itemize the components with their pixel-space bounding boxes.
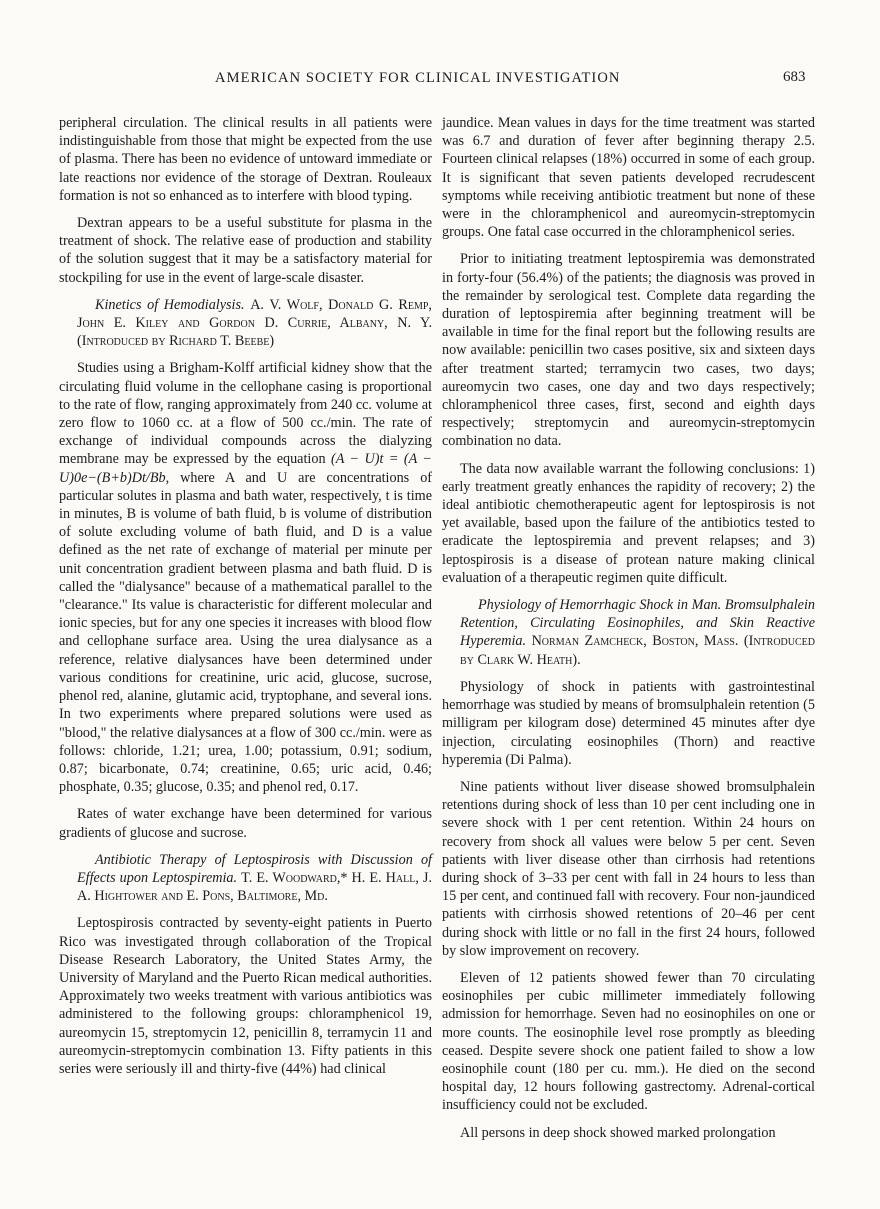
article-title: Kinetics of Hemodialysis. [95,296,245,313]
paragraph: Eleven of 12 patients showed fewer than 70 circulating eosinophiles per cubic millimeter immediately following admission for hemorrhage. Seven had no eosinophiles on one or more counts. The eosinophile level rose promptly as bleeding ceased. Despite severe shock one patient failed to show a low eosinophile count (180 per cu. mm.). He died on the second hospital day, 12 hours following gastrectomy. Adrenal-cortical insufficiency could not be excluded. [442,969,815,1114]
paragraph: Rates of water exchange have been determined for various gradients of glucose and sucrose. [59,806,432,841]
page-number: 683 [783,69,806,85]
paragraph: The data now available warrant the following conclusions: 1) early treatment greatly enhances the rapidity of recovery; 2) the ideal antibiotic chemotherapeutic agent for leptospirosis is not yet available, based upon the failure of the antibiotics tested to eradicate the leptospiremia and prevent relapses; and 3) leptospirosis is a disease of protean nature making clinical evaluation of a therapeutic regimen quite difficult. [442,460,815,586]
article-title: Antibiotic Therapy of Leptospirosis with Discussion of Effects upon Leptospiremia. [77,851,432,886]
article-authors: Norman Zamcheck, Boston, Mass. (Introduced by Clark W. Heath). [460,633,816,668]
article-title: Physiology of Hemorrhagic Shock in Man. Bromsulphalein Retention, Circulating Eosinophiles, and Skin Reactive Hyperemia. [460,597,815,650]
running-header: AMERICAN SOCIETY FOR CLINICAL INVESTIGATION [215,70,621,86]
paragraph: jaundice. Mean values in days for the time treatment was started was 6.7 and duration of fever after beginning therapy 2.5. Fourteen clinical relapses (18%) occurred in some of each group. It is significant that seven patients developed recrudescent symptoms while receiving antibiotic treatment but none of these were in the chloramphenicol and aureomycin-streptomycin groups. One fatal case occurred in the chloramphenicol series. [442,115,815,241]
paragraph: Dextran appears to be a useful substitute for plasma in the treatment of shock. The relative ease of production and stability of the solution suggest that it may be a satisfactory material for stockpiling for use in the event of large-scale disaster. [59,215,432,286]
paragraph: Studies using a Brigham-Kolff artificial kidney show that the circulating fluid volume in the cellophane casing is proportional to the rate of flow, ranging approximately from 240 cc. volume at zero flow to 1060 cc. at a flow of 500 cc./min. The rate of exchange of individual compounds across the dialyzing membrane may be expressed by the equation (A − U)t = (A − U)0e−(B+b)Dt/Bb, where A and U are concentrations of particular solutes in plasma and bath water, respectively, t is time in minutes, B is volume of bath fluid, b is volume of distribution of solute excluding volume of bath fluid, and D is a value defined as the net rate of exchange of material per minute per unit concentration gradient between plasma and bath fluid. D is called the "dialysance" because of a mathematical parallel to the "clearance." Its value is characteristic for different molecular and ionic species, but for any one species it increases with blood flow and cellophane surface area. Using the urea dialysance as a reference, relative dialysances have been determined under various conditions for creatinine, uric acid, glucose, sucrose, phenol red, alanine, glutamic acid, tryptophane, and several ions. In two experiments where prepared solutions were used as "blood," the relative dialysances at a flow of 300 cc./min. were as follows: chloride, 1.21; urea, 1.00; potassium, 0.91; sodium, 0.87; bicarbonate, 0.74; creatinine, 0.65; uric acid, 0.46; phosphate, 0.35; glucose, 0.35; and phenol red, 0.17. [59,360,433,796]
paragraph: Nine patients without liver disease showed bromsulphalein retentions during shock of less than 10 per cent including one in severe shock with 1 per cent retention. Within 24 hours on recovery from shock all values were below 5 per cent. Seven patients with liver disease other than cirrhosis had retentions during shock of 3–33 per cent with fall in 24 hours to less than 15 per cent, and continued fall with recovery. Four non-jaundiced patients with cirrhosis showed retentions of 20–46 per cent during shock with little or no fall in the first 24 hours, followed by slow improvement on recovery. [442,778,815,959]
article-authors: A. V. Wolf, Donald G. Remp, John E. Kiley and Gordon D. Currie, Albany, N. Y. (Introduced by Richard T. Beebe) [77,296,432,350]
left-column [59,114,432,1087]
equation: (A − U)t = (A − U)0e−(B+b)Dt/Bb, [59,451,433,486]
paragraph: Leptospirosis contracted by seventy-eight patients in Puerto Rico was investigated through collaboration of the Tropical Disease Research Laboratory, the United States Army, the University of Maryland and the Puerto Rican medical authorities. Approximately two weeks treatment with various antibiotics was administered to the following groups: chloramphenicol 19, aureomycin 15, streptomycin 12, penicillin 8, terramycin 11 and aureomycin-streptomycin combination 13. Fifty patients in this series were seriously ill and thirty-five (44%) had clinical [59,915,432,1077]
paragraph: Prior to initiating treatment leptospiremia was demonstrated in forty-four (56.4%) of the patients; the diagnosis was proved in the remainder by serological test. Complete data regarding the duration of leptospiremia after beginning treatment will be available in time for the final report but the following results are now available: penicillin two cases positive, six and sixteen days after treatment started; terramycin two cases, two days; aureomycin two cases, one day and two days respectively; chloramphenicol three cases, first, second and eighth days respectively; streptomycin and aureomycin-streptomycin combination no data. [442,251,815,450]
article-title-hemodialysis [59,296,432,351]
article-authors: T. E. Woodward,* H. E. Hall, J. A. Hightower and E. Pons, Baltimore, Md. [77,869,433,905]
paragraph: peripheral circulation. The clinical results in all patients were indistinguishable from those that might be expected from the use of plasma. There has been no evidence of untoward immediate or late reactions nor evidence of the storage of Dextran. Rouleaux formation is not so enhanced as to interfere with blood typing. [59,115,432,204]
paragraph: Physiology of shock in patients with gastrointestinal hemorrhage was studied by means of bromsulphalein retention (5 milligram per kilogram dose) determined 45 minutes after dye injection, circulating eosinophiles (Thorn) and reactive hyperemia (Di Palma). [442,678,815,768]
article-title-hemorrhagic-shock [442,596,815,669]
paragraph: All persons in deep shock showed marked prolongation [460,1124,776,1141]
right-column [442,114,815,1151]
article-title-leptospirosis [59,851,432,906]
